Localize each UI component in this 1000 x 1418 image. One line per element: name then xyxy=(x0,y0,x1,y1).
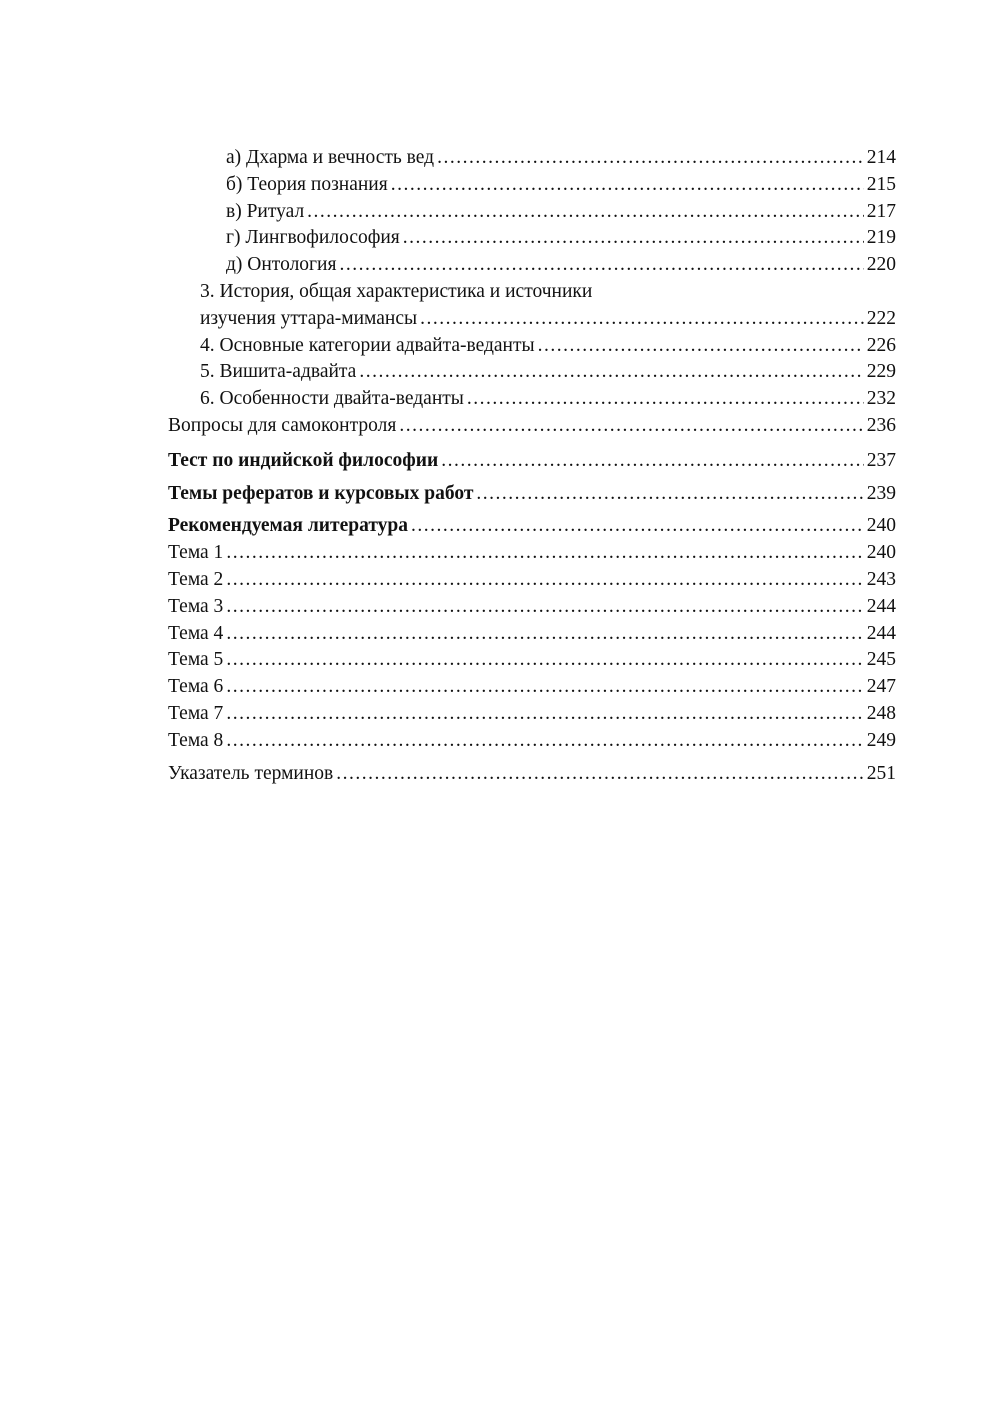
toc-entry-linguophilosophy xyxy=(168,225,896,252)
toc-entry-page: 232 xyxy=(866,388,896,410)
toc-entry-title: изучения уттара-мимансы xyxy=(200,307,418,329)
toc-entry-title: Тема 5 xyxy=(168,649,224,671)
toc-entry-page: 240 xyxy=(866,542,896,564)
toc-entry-dvaita xyxy=(168,386,896,413)
toc-entry-title: Темы рефератов и курсовых работ xyxy=(168,482,474,504)
toc-entry-essay-topics xyxy=(168,481,896,508)
dot-leader xyxy=(538,333,864,360)
toc-entry-self-check xyxy=(168,413,896,440)
toc-entry-title: Тема 3 xyxy=(168,595,224,617)
toc-entry-title: д) Онтология xyxy=(226,254,337,276)
toc-entry-title: 6. Особенности двайта-веданты xyxy=(200,388,464,410)
toc-entry-page: 248 xyxy=(866,702,896,724)
toc-entry-topic-8 xyxy=(168,728,896,755)
toc-entry-page: 244 xyxy=(866,595,896,617)
dot-leader xyxy=(437,145,864,172)
toc-entry-topic-5 xyxy=(168,647,896,674)
toc-entry-test xyxy=(168,448,896,475)
toc-entry-vishita-advaita xyxy=(168,359,896,386)
dot-leader xyxy=(359,359,863,386)
toc-entry-page: 239 xyxy=(866,482,896,504)
toc-entry-page: 244 xyxy=(866,622,896,644)
toc-entry-page: 240 xyxy=(866,515,896,537)
toc-entry-title: Вопросы для самоконтроля xyxy=(168,414,397,436)
toc-entry-page: 229 xyxy=(866,361,896,383)
toc-entry-term-index xyxy=(168,761,896,788)
dot-leader xyxy=(441,448,864,475)
toc-entry-topic-2 xyxy=(168,567,896,594)
toc-entry-ritual xyxy=(168,199,896,226)
toc-entry-page: 251 xyxy=(866,762,896,784)
dot-leader xyxy=(399,413,863,440)
toc-entry-dharma xyxy=(168,145,896,172)
dot-leader xyxy=(226,567,863,594)
toc-entry-title: Тема 1 xyxy=(168,542,224,564)
toc-entry-title: в) Ритуал xyxy=(226,200,305,222)
toc-entry-page: 219 xyxy=(866,227,896,249)
toc-entry-recommended-literature xyxy=(168,513,896,540)
toc-entry-page: 237 xyxy=(866,449,896,471)
toc-entry-theory-of-knowledge xyxy=(168,172,896,199)
toc-entry-page: 215 xyxy=(866,173,896,195)
toc-entry-title: г) Лингвофилософия xyxy=(226,227,400,249)
dot-leader xyxy=(226,540,863,567)
toc-entry-page: 217 xyxy=(866,200,896,222)
toc-entry-title: а) Дхарма и вечность вед xyxy=(226,147,435,168)
toc-entry-history xyxy=(168,306,896,333)
dot-leader xyxy=(339,252,863,279)
dot-leader xyxy=(307,199,864,226)
toc-entry-page: 249 xyxy=(866,729,896,751)
toc-entry-title: Тема 2 xyxy=(168,568,224,590)
toc-entry-history-line1: 3. История, общая характеристика и источники xyxy=(200,280,593,302)
dot-leader xyxy=(420,306,864,333)
dot-leader xyxy=(226,647,863,674)
dot-leader xyxy=(226,728,863,755)
dot-leader xyxy=(403,225,864,252)
dot-leader xyxy=(411,513,864,540)
toc-entry-title: Тема 4 xyxy=(168,622,224,644)
toc-entry-page: 236 xyxy=(866,414,896,436)
toc-entry-page: 226 xyxy=(866,334,896,356)
toc-entry-title: 4. Основные категории адвайта-веданты xyxy=(200,334,535,356)
toc-entry-page: 222 xyxy=(866,307,896,329)
dot-leader xyxy=(391,172,864,199)
toc-entry-ontology xyxy=(168,252,896,279)
dot-leader xyxy=(226,621,863,648)
toc-entry-title: Указатель терминов xyxy=(168,762,334,784)
toc-entry-title: Тест по индийской философии xyxy=(168,449,439,471)
dot-leader xyxy=(226,701,863,728)
toc-entry-advaita-categories xyxy=(168,333,896,360)
toc-entry-page: 243 xyxy=(866,568,896,590)
toc-entry-topic-4 xyxy=(168,621,896,648)
toc-entry-title: б) Теория познания xyxy=(226,173,388,195)
dot-leader xyxy=(226,674,863,701)
dot-leader xyxy=(476,481,863,508)
toc-entry-title: Тема 7 xyxy=(168,702,224,724)
table-of-contents xyxy=(168,145,896,787)
toc-entry-page: 245 xyxy=(866,649,896,671)
toc-entry-topic-7 xyxy=(168,701,896,728)
toc-entry-title: Рекомендуемая литература xyxy=(168,515,408,537)
dot-leader xyxy=(336,761,863,788)
toc-entry-topic-3 xyxy=(168,594,896,621)
toc-entry-title: 5. Вишита-адвайта xyxy=(200,361,357,383)
toc-entry-page: 214 xyxy=(866,147,896,168)
toc-entry-topic-1 xyxy=(168,540,896,567)
dot-leader xyxy=(467,386,864,413)
toc-entry-page: 247 xyxy=(866,676,896,698)
toc-entry-title: Тема 6 xyxy=(168,676,224,698)
dot-leader xyxy=(226,594,863,621)
toc-entry-title: Тема 8 xyxy=(168,729,224,751)
toc-entry-topic-6 xyxy=(168,674,896,701)
toc-entry-page: 220 xyxy=(866,254,896,276)
